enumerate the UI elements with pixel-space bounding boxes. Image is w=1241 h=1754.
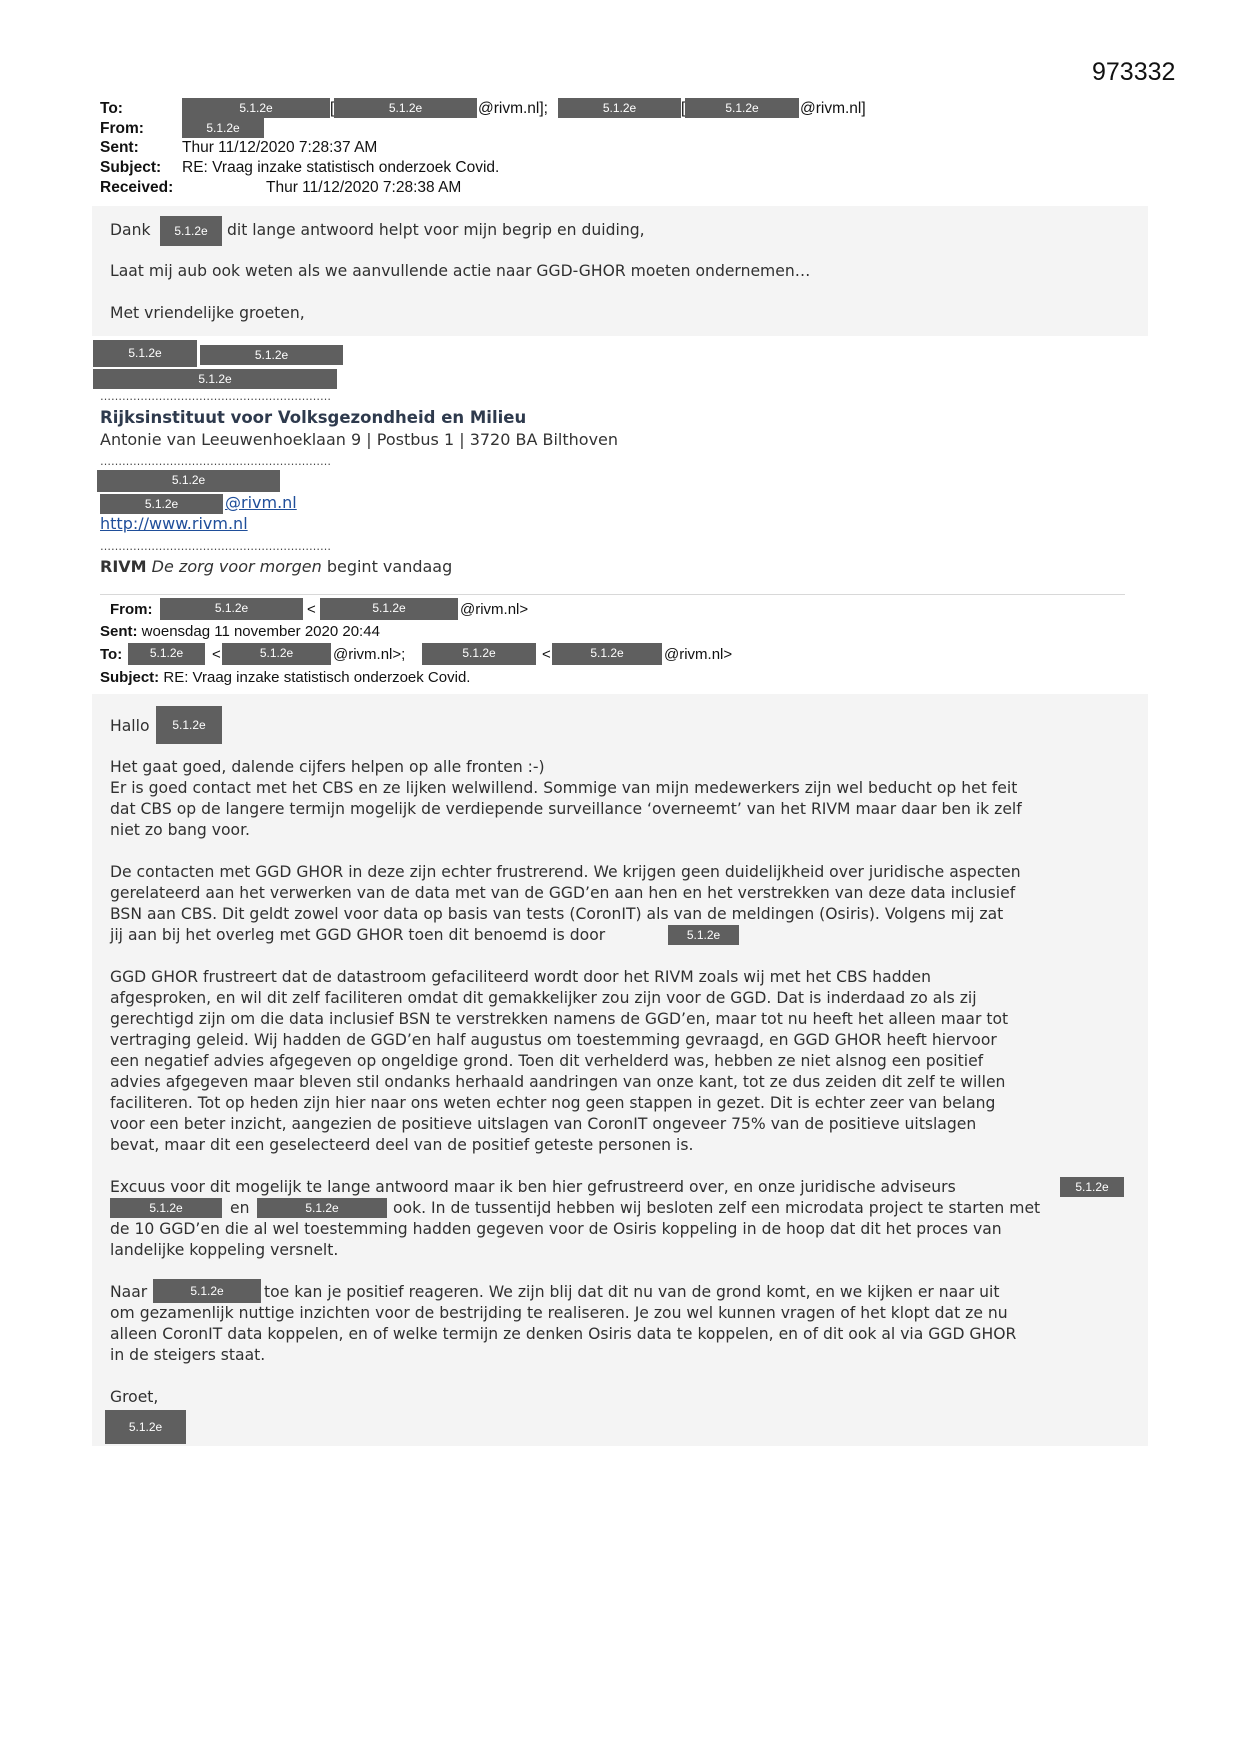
website-link[interactable]: http://www.rivm.nl <box>100 514 248 533</box>
redaction-box: 5.1.2e <box>110 1198 222 1218</box>
reply-line-1-start: Dank <box>110 221 151 239</box>
orig-subject-line: Subject: RE: Vraag inzake statistisch onderzoek Covid. <box>100 669 471 686</box>
para4-line3: de 10 GGD’en die al wel toestemming hadden gegeven voor de Osiris koppeling in de hoop dat dit het proces van <box>110 1220 1002 1238</box>
separator-dots: ……………………………………………………… <box>100 390 331 403</box>
orig-to-label: To: <box>100 646 123 663</box>
para3-line1: GGD GHOR frustreert dat de datastroom gefaciliteerd wordt door het RIVM zoals wij met het CBS hadden <box>110 968 931 986</box>
received-label: Received: <box>100 179 174 196</box>
redaction-box: 5.1.2e <box>93 340 197 367</box>
redaction-box: 5.1.2e <box>182 98 330 118</box>
to-email-domain: @rivm.nl]; <box>478 100 548 117</box>
separator-dots: ……………………………………………………… <box>100 455 331 468</box>
angle-bracket: < <box>307 601 316 618</box>
redaction-box: 5.1.2e <box>334 98 477 118</box>
to-label: To: <box>100 100 123 117</box>
orig-sent-value: woensdag 11 november 2020 20:44 <box>141 623 380 640</box>
from-label: From: <box>100 120 144 137</box>
redaction-box: 5.1.2e <box>1060 1177 1124 1197</box>
para3-line4: vertraging geleid. Wij hadden de GGD’en half augustus om toestemming gevraagd, en GGD GHOR heeft hiervoor <box>110 1031 997 1049</box>
email-link[interactable]: @rivm.nl <box>225 493 297 512</box>
para2-line1: De contacten met GGD GHOR in deze zijn echter frustrerend. We krijgen geen duidelijkheid over juridische aspecten <box>110 863 1021 881</box>
reply-line-3: Met vriendelijke groeten, <box>110 304 305 322</box>
reply-line-2: Laat mij aub ook weten als we aanvullende actie naar GGD-GHOR moeten ondernemen… <box>110 262 811 280</box>
message-separator <box>100 594 1125 595</box>
para3-line6: advies afgegeven maar bleven stil ondanks herhaald aandringen van onze kant, tot ze dus zeiden dit zelf te willen <box>110 1073 1006 1091</box>
para3-line3: gerechtigd zijn om die data inclusief BSN te verstrekken namens de GGD’en, maar tot nu heeft het alleen maar tot <box>110 1010 1009 1028</box>
rivm-tagline <box>100 556 452 577</box>
subject-value: RE: Vraag inzake statistisch onderzoek Covid. <box>182 159 500 176</box>
tagline-italic: De zorg voor morgen <box>151 557 322 576</box>
redaction-box: 5.1.2e <box>160 216 222 246</box>
para3-line8: voor een beter inzicht, aangezien de positieve uitslagen van CoronIT ongeveer 75% van de positieve uitslagen <box>110 1115 977 1133</box>
redaction-box: 5.1.2e <box>552 643 662 665</box>
para2-line2: gerelateerd aan het verwerken van de data met van de GGD’en aan hen en het verstrekken van deze data inclusief <box>110 884 1016 902</box>
redaction-box: 5.1.2e <box>668 925 739 945</box>
para5-line1-start: Naar <box>110 1283 148 1301</box>
para1-line3: dat CBS op de langere termijn mogelijk de verdiepende surveillance ‘overneemt’ van het RIVM maar daar ben ik zelf <box>110 800 1022 818</box>
tagline-brand: RIVM <box>100 557 147 576</box>
para1-line2: Er is goed contact met het CBS en ze lijken welwillend. Sommige van mijn medewerkers zijn wel beducht op het feit <box>110 779 1018 797</box>
to-email-domain: @rivm.nl] <box>800 100 866 117</box>
angle-bracket: < <box>542 646 551 663</box>
para4-line4: landelijke koppeling versnelt. <box>110 1241 339 1259</box>
orig-to-domain: @rivm.nl>; <box>333 646 406 663</box>
reply-line-1-end: dit lange antwoord helpt voor mijn begrip en duiding, <box>227 221 645 239</box>
para2-line3: BSN aan CBS. Dit geldt zowel voor data op basis van tests (CoronIT) als van de meldingen (Osiris). Volgens mij zat <box>110 905 1004 923</box>
para1-line1: Het gaat goed, dalende cijfers helpen op alle fronten :-) <box>110 758 545 776</box>
redaction-box: 5.1.2e <box>153 1279 261 1303</box>
redaction-box: 5.1.2e <box>156 706 222 744</box>
orig-to-domain: @rivm.nl> <box>664 646 733 663</box>
organization-name: Rijksinstituut voor Volksgezondheid en Milieu <box>100 408 527 427</box>
orig-sent-line: Sent: woensdag 11 november 2020 20:44 <box>100 623 380 640</box>
redaction-box: 5.1.2e <box>105 1410 186 1444</box>
closing: Groet, <box>110 1388 159 1406</box>
para3-line7: faciliteren. Tot op heden zijn hier naar ons weten echter nog geen stappen in gezet. Dit is echter zeer van belang <box>110 1094 996 1112</box>
redaction-box: 5.1.2e <box>320 598 458 620</box>
para1-line4: niet zo bang voor. <box>110 821 251 839</box>
redaction-box: 5.1.2e <box>422 643 536 665</box>
separator-dots: ……………………………………………………… <box>100 540 331 553</box>
redaction-box: 5.1.2e <box>685 98 799 118</box>
subject-label: Subject: <box>100 159 162 176</box>
received-value: Thur 11/12/2020 7:28:38 AM <box>266 179 462 196</box>
redaction-box: 5.1.2e <box>128 643 205 665</box>
bracket: [ <box>681 100 686 117</box>
redaction-box: 5.1.2e <box>222 643 331 665</box>
angle-bracket: < <box>212 646 221 663</box>
para2-line4: jij aan bij het overleg met GGD GHOR toen dit benoemd is door <box>110 926 606 944</box>
redaction-box: 5.1.2e <box>257 1198 387 1218</box>
redaction-box: 5.1.2e <box>182 118 264 138</box>
para5-line4: in de steigers staat. <box>110 1346 266 1364</box>
para5-line2: om gezamenlijk nuttige inzichten voor de bestrijding te realiseren. Je zou wel kunnen vragen of het klopt dat ze nu <box>110 1304 1008 1322</box>
redaction-box: 5.1.2e <box>93 369 337 389</box>
greeting: Hallo <box>110 717 150 735</box>
orig-subject-value: RE: Vraag inzake statistisch onderzoek Covid. <box>163 669 471 686</box>
redaction-box: 5.1.2e <box>558 98 681 118</box>
para3-line5: een negatief advies afgegeven op ongeldige grond. Toen dit verhelderd was, hebben ze niet alsnog een positief <box>110 1052 984 1070</box>
sent-value: Thur 11/12/2020 7:28:37 AM <box>182 139 378 156</box>
redaction-box: 5.1.2e <box>97 470 280 492</box>
sent-label: Sent: <box>100 139 139 156</box>
redaction-box: 5.1.2e <box>100 494 223 514</box>
orig-from-domain: @rivm.nl> <box>460 601 529 618</box>
orig-from-label: From: <box>110 601 153 618</box>
para3-line9: bevat, maar dit een geselecteerd deel van de positief geteste personen is. <box>110 1136 694 1154</box>
organization-address: Antonie van Leeuwenhoeklaan 9 | Postbus 1 | 3720 BA Bilthoven <box>100 430 619 449</box>
para3-line2: afgesproken, en wil dit zelf faciliteren omdat dit gemakkelijker zou zijn voor de GGD. Dat is inderdaad zo als zij <box>110 989 977 1007</box>
para4-line1: Excuus voor dit mogelijk te lange antwoord maar ik ben hier gefrustreerd over, en onze juridische adviseurs <box>110 1178 956 1196</box>
para4-line2-and: en <box>230 1199 250 1217</box>
para5-line3: alleen CoronIT data koppelen, en of welke termijn ze denken Osiris data te koppelen, en of dit ook al via GGD GHOR <box>110 1325 1017 1343</box>
tagline-rest: begint vandaag <box>326 557 453 576</box>
para5-line1-end: toe kan je positief reageren. We zijn blij dat dit nu van de grond komt, en we kijken er naar uit <box>264 1283 1000 1301</box>
redaction-box: 5.1.2e <box>160 598 303 620</box>
para4-line2-rest: ook. In de tussentijd hebben wij besloten zelf een microdata project te starten met <box>393 1199 1041 1217</box>
redaction-box: 5.1.2e <box>200 345 343 365</box>
bracket: [ <box>330 100 335 117</box>
document-number: 973332 <box>1092 58 1176 86</box>
